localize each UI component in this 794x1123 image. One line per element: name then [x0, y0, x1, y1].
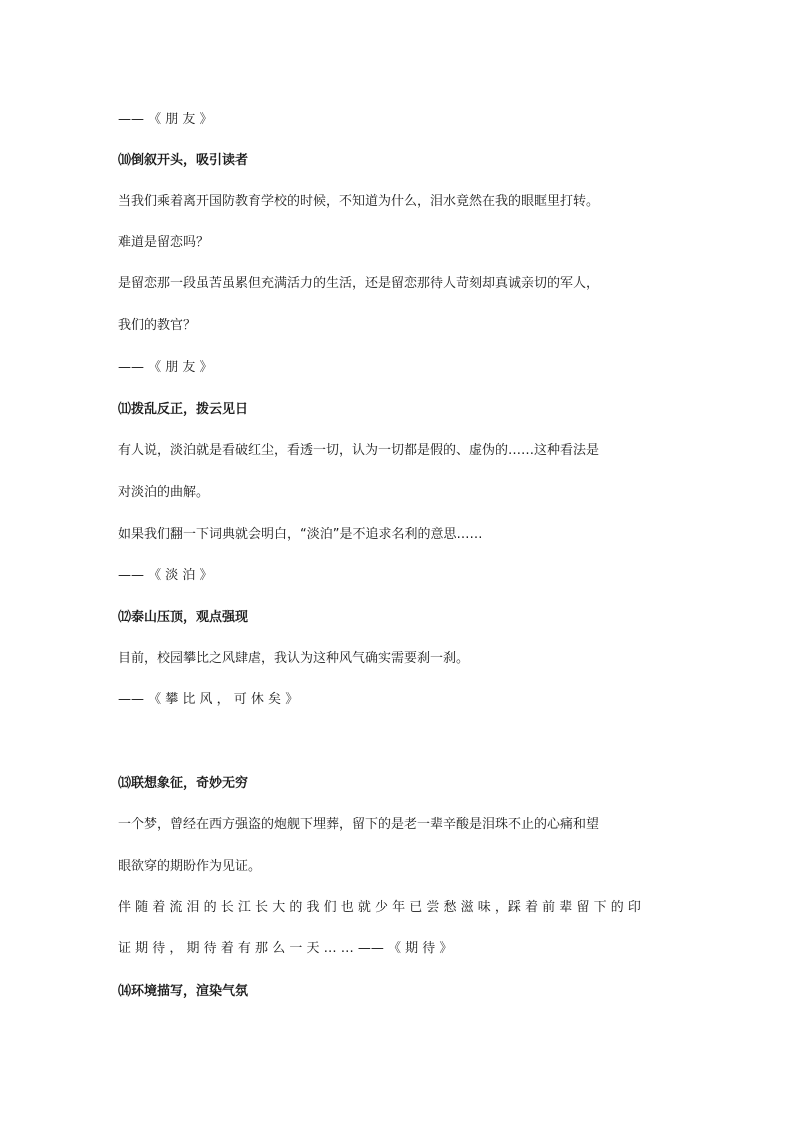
paragraph-line: 我们的教官？: [118, 318, 197, 333]
citation-danbo: —— 《 淡 泊 》: [118, 568, 213, 583]
paragraph-line: 证 期 待 ， 期 待 着 有 那 么 一 天 … … —— 《 期 待 》: [118, 941, 453, 956]
paragraph-line: 伴 随 着 流 泪 的 长 江 长 大 的 我 们 也 就 少 年 已 尝 愁 滋 味 ，踩 着 前 辈 留 下 的 印: [118, 900, 641, 915]
heading-11: ⑾拨乱反正，拨云见日: [118, 402, 249, 417]
heading-10: ⑽倒叙开头，吸引读者: [118, 153, 249, 168]
citation-friend: —— 《 朋 友 》: [118, 360, 213, 375]
paragraph-line: 难道是留恋吗？: [118, 235, 210, 250]
citation-friend: —— 《 朋 友 》: [118, 112, 213, 127]
paragraph-line: 眼欲穿的期盼作为见证。: [118, 859, 262, 874]
paragraph-line: 一个梦，曾经在西方强盗的炮舰下埋葬，留下的是老一辈辛酸是泪珠不止的心痛和望: [118, 817, 600, 832]
heading-14: ⒁环境描写，渲染气氛: [118, 984, 249, 999]
paragraph-line: 有人说，淡泊就是看破红尘，看透一切，认为一切都是假的、虚伪的……这种看法是: [118, 443, 600, 458]
heading-13: ⒀联想象征，奇妙无穷: [118, 776, 249, 791]
paragraph-line: 当我们乘着离开国防教育学校的时候，不知道为什么，泪水竟然在我的眼眶里打转。: [118, 194, 600, 209]
heading-12: ⑿泰山压顶，观点强现: [118, 610, 249, 625]
paragraph-line: 是留恋那一段虽苦虽累但充满活力的生活，还是留恋那待人苛刻却真诚亲切的军人，: [118, 276, 600, 291]
paragraph-line: 目前，校园攀比之风肆虐，我认为这种风气确实需要刹一刹。: [118, 651, 470, 666]
paragraph-line: 对淡泊的曲解。: [118, 485, 210, 500]
citation-panbifeng: —— 《 攀 比 风 ， 可 休 矣 》: [118, 692, 299, 707]
paragraph-line: 如果我们翻一下词典就会明白，“淡泊”是不追求名利的意思……: [118, 527, 483, 542]
